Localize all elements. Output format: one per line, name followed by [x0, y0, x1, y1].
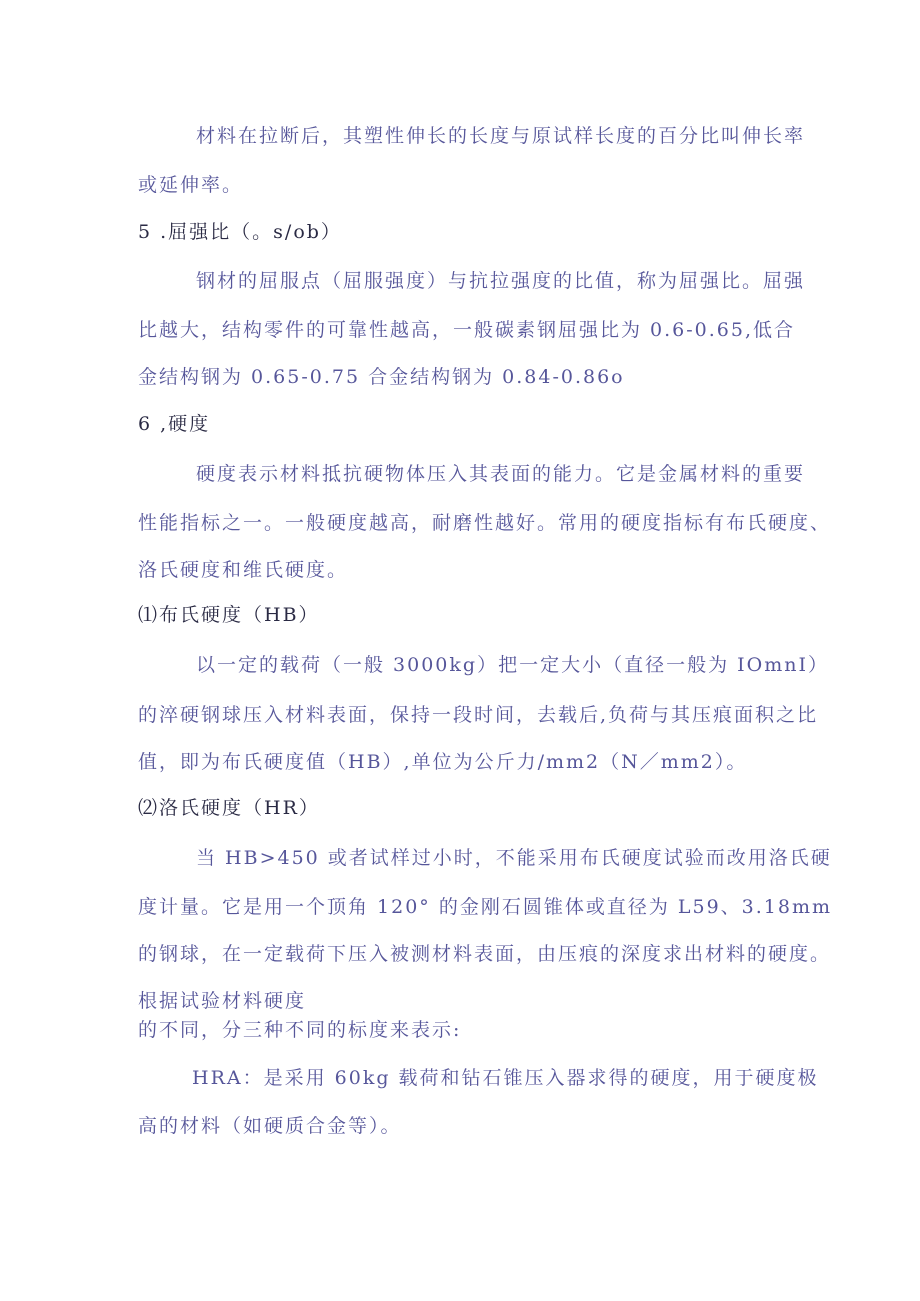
- paragraph-hardness-line-3: 洛氏硬度和维氏硬度。: [138, 559, 349, 581]
- paragraph-rockwell-line-2: 度计量。它是用一个顶角 120° 的金刚石圆锥体或直径为 L59、3.18mm: [138, 896, 833, 918]
- paragraph-brinell-line-3: 值，即为布氏硬度值（HB）,单位为公斤力/mm2（N／mm2）。: [138, 751, 748, 773]
- section-heading-hardness: 6 ,硬度: [138, 413, 211, 435]
- paragraph-hardness-line-2: 性能指标之一。一般硬度越高，耐磨性越好。常用的硬度指标有布氏硬度、: [138, 512, 832, 534]
- subheading-brinell-hardness: ⑴布氏硬度（HB）: [138, 604, 320, 626]
- paragraph-yield-ratio-line-3: 金结构钢为 0.65-0.75 合金结构钢为 0.84-0.86o: [138, 366, 625, 388]
- paragraph-rockwell-line-4: 根据试验材料硬度: [138, 990, 307, 1012]
- paragraph-yield-ratio-line-1: 钢材的屈服点（屈服强度）与抗拉强度的比值，称为屈强比。屈强: [196, 270, 806, 292]
- paragraph-brinell-line-2: 的淬硬钢球压入材料表面，保持一段时间，去载后,负荷与其压痕面积之比: [138, 704, 819, 726]
- paragraph-rockwell-line-3: 的钢球，在一定载荷下压入被测材料表面，由压痕的深度求出材料的硬度。: [138, 943, 832, 965]
- paragraph-hra-line-2: 高的材料（如硬质合金等）。: [138, 1115, 402, 1137]
- paragraph-rockwell-line-5: 的不同，分三种不同的标度来表示:: [138, 1019, 462, 1041]
- subheading-rockwell-hardness: ⑵洛氏硬度（HR）: [138, 797, 320, 819]
- paragraph-elongation-line-2: 或延伸率。: [138, 174, 244, 196]
- paragraph-hardness-line-1: 硬度表示材料抵抗硬物体压入其表面的能力。它是金属材料的重要: [196, 463, 806, 485]
- paragraph-rockwell-line-1: 当 HB>450 或者试样过小时，不能采用布氏硬度试验而改用洛氏硬: [196, 847, 832, 869]
- paragraph-elongation-line-1: 材料在拉断后，其塑性伸长的长度与原试样长度的百分比叫伸长率: [196, 125, 806, 147]
- paragraph-brinell-line-1: 以一定的载荷（一般 3000kg）把一定大小（直径一般为 IOmnI）: [196, 654, 829, 676]
- paragraph-yield-ratio-line-2: 比越大，结构零件的可靠性越高，一般碳素钢屈强比为 0.6-0.65,低合: [138, 319, 796, 341]
- section-heading-yield-ratio: 5 .屈强比（。s/ob）: [138, 221, 342, 243]
- paragraph-hra-line-1: HRA：是采用 60kg 载荷和钻石锥压入器求得的硬度，用于硬度极: [192, 1067, 819, 1089]
